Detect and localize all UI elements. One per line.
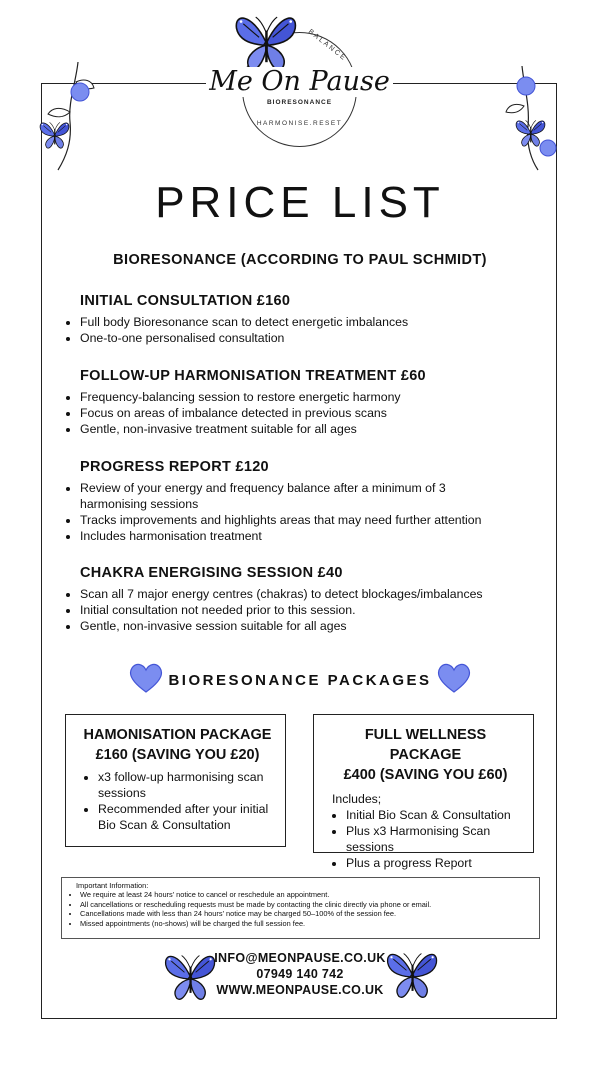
logo-balance-text: BALANCE: [306, 28, 348, 63]
list-item: • Focus on areas of imbalance detected in previous scans: [80, 405, 546, 421]
list-item: • One-to-one personalised consultation: [80, 330, 546, 346]
list-item: • Tracks improvements and highlights areas that may need further attention: [80, 512, 546, 528]
list-item: • Plus a progress Report: [346, 855, 523, 871]
package-title: FULL WELLNESS PACKAGE: [364, 727, 487, 763]
list-item: • Gentle, non-invasive treatment suitable for all ages: [80, 421, 546, 437]
section-initial-consultation: [66, 292, 546, 346]
list-item: • Includes harmonisation treatment: [80, 528, 546, 544]
section-heading: INITIAL CONSULTATION £160: [80, 293, 291, 309]
logo: [209, 22, 390, 132]
info-item: • We require at least 24 hours’ notice to cancel or reschedule an appointment.: [80, 890, 533, 899]
butterfly-flower-left-decoration-icon: [36, 62, 96, 172]
list-item: • Frequency-balancing session to restore energetic harmony: [80, 389, 546, 405]
heart-right-icon: [436, 662, 472, 694]
package-price: £160 (SAVING YOU £20): [95, 747, 260, 763]
info-item: • Missed appointments (no-shows) will be charged the full session fee.: [80, 919, 533, 928]
section-progress-report: [66, 458, 546, 544]
list-item: • Plus x3 Harmonising Scan sessions: [346, 823, 523, 855]
package-title: HAMONISATION PACKAGE: [83, 727, 272, 743]
list-item: • Review of your energy and frequency balance after a minimum of 3 harmonising sessions: [80, 480, 500, 512]
list-item: • Gentle, non-invasive session suitable for all ages: [80, 618, 546, 634]
section-heading: FOLLOW-UP HARMONISATION TREATMENT £60: [80, 368, 426, 384]
package-card-harmonisation: [65, 714, 286, 847]
section-heading: CHAKRA ENERGISING SESSION £40: [80, 565, 343, 581]
contact-email[interactable]: INFO@MEONPAUSE.CO.UK: [214, 951, 386, 965]
list-item: • Initial Bio Scan & Consultation: [346, 807, 523, 823]
packages-title: BIORESONANCE PACKAGES: [168, 672, 432, 689]
section-follow-up: [66, 367, 546, 437]
package-card-full-wellness: [313, 714, 534, 870]
list-item: • Scan all 7 major energy centres (chakras) to detect blockages/imbalances: [80, 586, 546, 602]
contact-block: [0, 950, 600, 998]
list-item: • Initial consultation not needed prior to this session.: [80, 602, 546, 618]
section-heading: PROGRESS REPORT £120: [80, 459, 269, 475]
butterfly-flower-right-decoration-icon: [502, 66, 562, 171]
list-item: • Recommended after your initial Bio Scan & Consultation: [98, 801, 275, 833]
page-title: PRICE LIST: [155, 178, 445, 227]
package-price: £400 (SAVING YOU £60): [343, 767, 508, 783]
logo-harmonise-text: HARMONISE.RESET: [256, 120, 343, 127]
package-intro: Includes;: [332, 792, 382, 806]
info-item: • All cancellations or rescheduling requests must be made by contacting the clinic directly via phone or email.: [80, 900, 533, 909]
contact-website[interactable]: WWW.MEONPAUSE.CO.UK: [216, 983, 384, 997]
page-subtitle: BIORESONANCE (ACCORDING TO PAUL SCHMIDT): [113, 252, 487, 268]
section-chakra: [66, 564, 546, 634]
info-item: • Cancellations made with less than 24 hours’ notice may be charged 50–100% of the session fee.: [80, 909, 533, 918]
logo-subtitle: BIORESONANCE: [266, 99, 333, 106]
list-item: • Full body Bioresonance scan to detect energetic imbalances: [80, 314, 546, 330]
info-heading: Important Information:: [76, 881, 149, 890]
logo-name: Me On Pause: [206, 67, 393, 97]
contact-phone[interactable]: 07949 140 742: [256, 967, 344, 981]
list-item: • x3 follow-up harmonising scan sessions: [98, 769, 275, 801]
important-info-box: [61, 877, 540, 939]
